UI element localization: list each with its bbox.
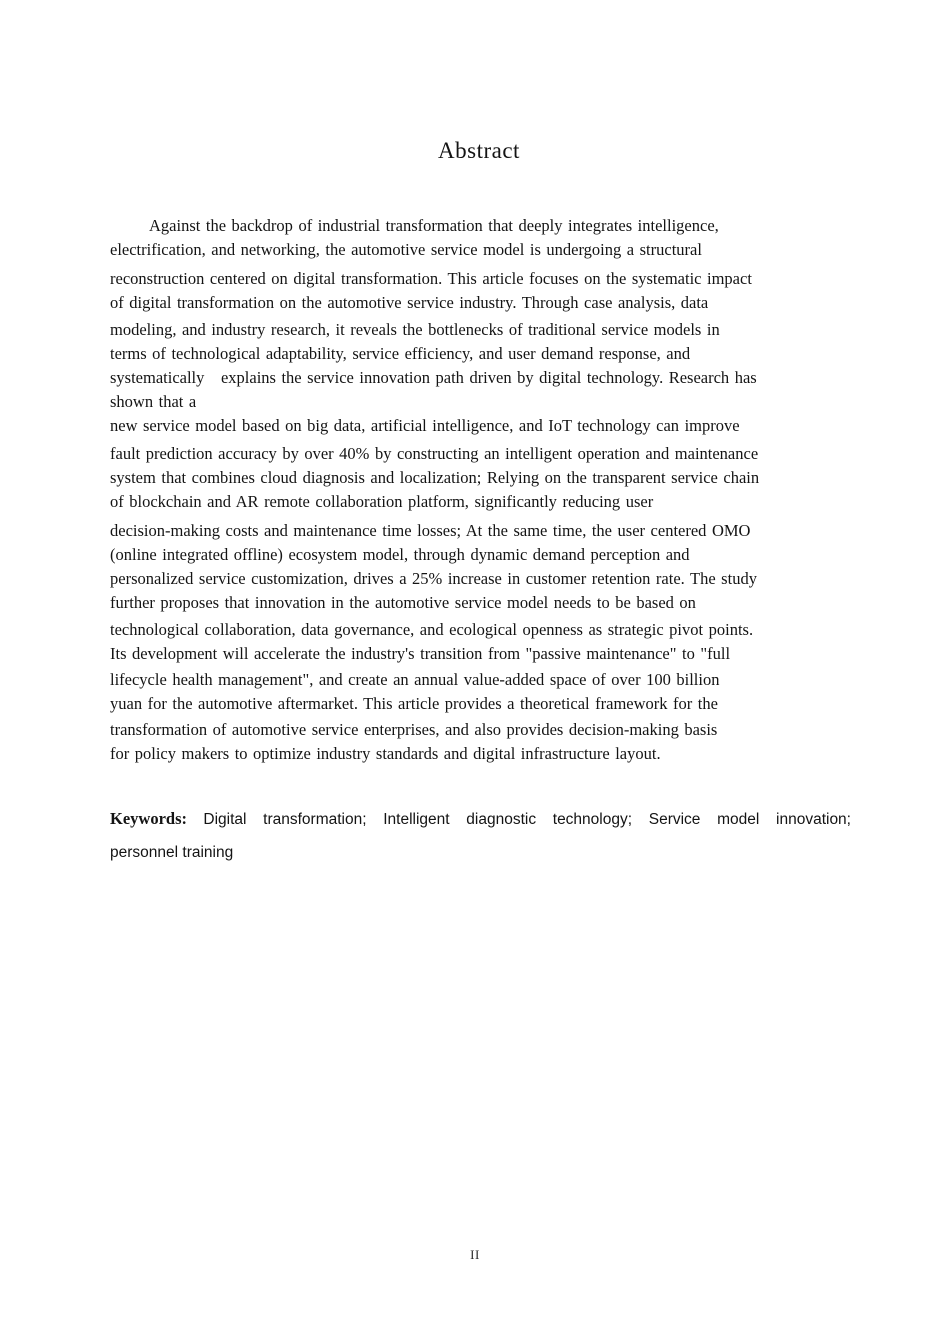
abstract-line: terms of technological adaptability, service efficiency, and user demand response, and (110, 344, 691, 363)
keywords-section (110, 806, 851, 865)
abstract-line: technological collaboration, data governance, and ecological openness as strategic pivot points. (110, 620, 754, 639)
abstract-line: of blockchain and AR remote collaboration platform, significantly reducing user (110, 492, 654, 511)
abstract-line: (online integrated offline) ecosystem model, through dynamic demand perception and (110, 545, 690, 564)
page-number: II (470, 1247, 480, 1262)
abstract-line: transformation of automotive service enterprises, and also provides decision-making basis (110, 720, 718, 739)
abstract-line: electrification, and networking, the automotive service model is undergoing a structural (110, 240, 702, 259)
abstract-line: personalized service customization, drives a 25% increase in customer retention rate. The study (110, 569, 757, 588)
abstract-line: yuan for the automotive aftermarket. This article provides a theoretical framework for the (110, 694, 718, 713)
abstract-line: systematically explains the service innovation path driven by digital technology. Research has (110, 368, 757, 387)
abstract-line: of digital transformation on the automotive service industry. Through case analysis, data (110, 293, 709, 312)
keywords-text: Digital transformation; Intelligent diagnostic technology; Service model innovation; (203, 811, 851, 828)
abstract-line: reconstruction centered on digital transformation. This article focuses on the systematic impact (110, 269, 752, 288)
abstract-line: lifecycle health management", and create an annual value-added space of over 100 billion (110, 670, 720, 689)
abstract-line: Against the backdrop of industrial transformation that deeply integrates intelligence, (149, 216, 719, 235)
abstract-line: fault prediction accuracy by over 40% by constructing an intelligent operation and maintenance (110, 444, 759, 463)
abstract-line: decision-making costs and maintenance time losses; At the same time, the user centered OMO (110, 521, 751, 540)
keywords-label: Keywords: (110, 809, 187, 828)
abstract-line: new service model based on big data, artificial intelligence, and IoT technology can improve (110, 416, 740, 435)
abstract-line: further proposes that innovation in the automotive service model needs to be based on (110, 593, 696, 612)
abstract-line: modeling, and industry research, it reveals the bottlenecks of traditional service models in (110, 320, 720, 339)
abstract-line: system that combines cloud diagnosis and localization; Relying on the transparent service chain (110, 468, 760, 487)
abstract-line: Its development will accelerate the industry's transition from "passive maintenance" to "full (110, 644, 731, 663)
page-title: Abstract (438, 138, 520, 164)
keywords-line-1 (110, 806, 851, 832)
keywords-line-2: personnel training (110, 844, 234, 861)
abstract-paragraph (110, 214, 854, 766)
abstract-line: shown that a (110, 392, 197, 411)
abstract-line: for policy makers to optimize industry standards and digital infrastructure layout. (110, 744, 661, 763)
